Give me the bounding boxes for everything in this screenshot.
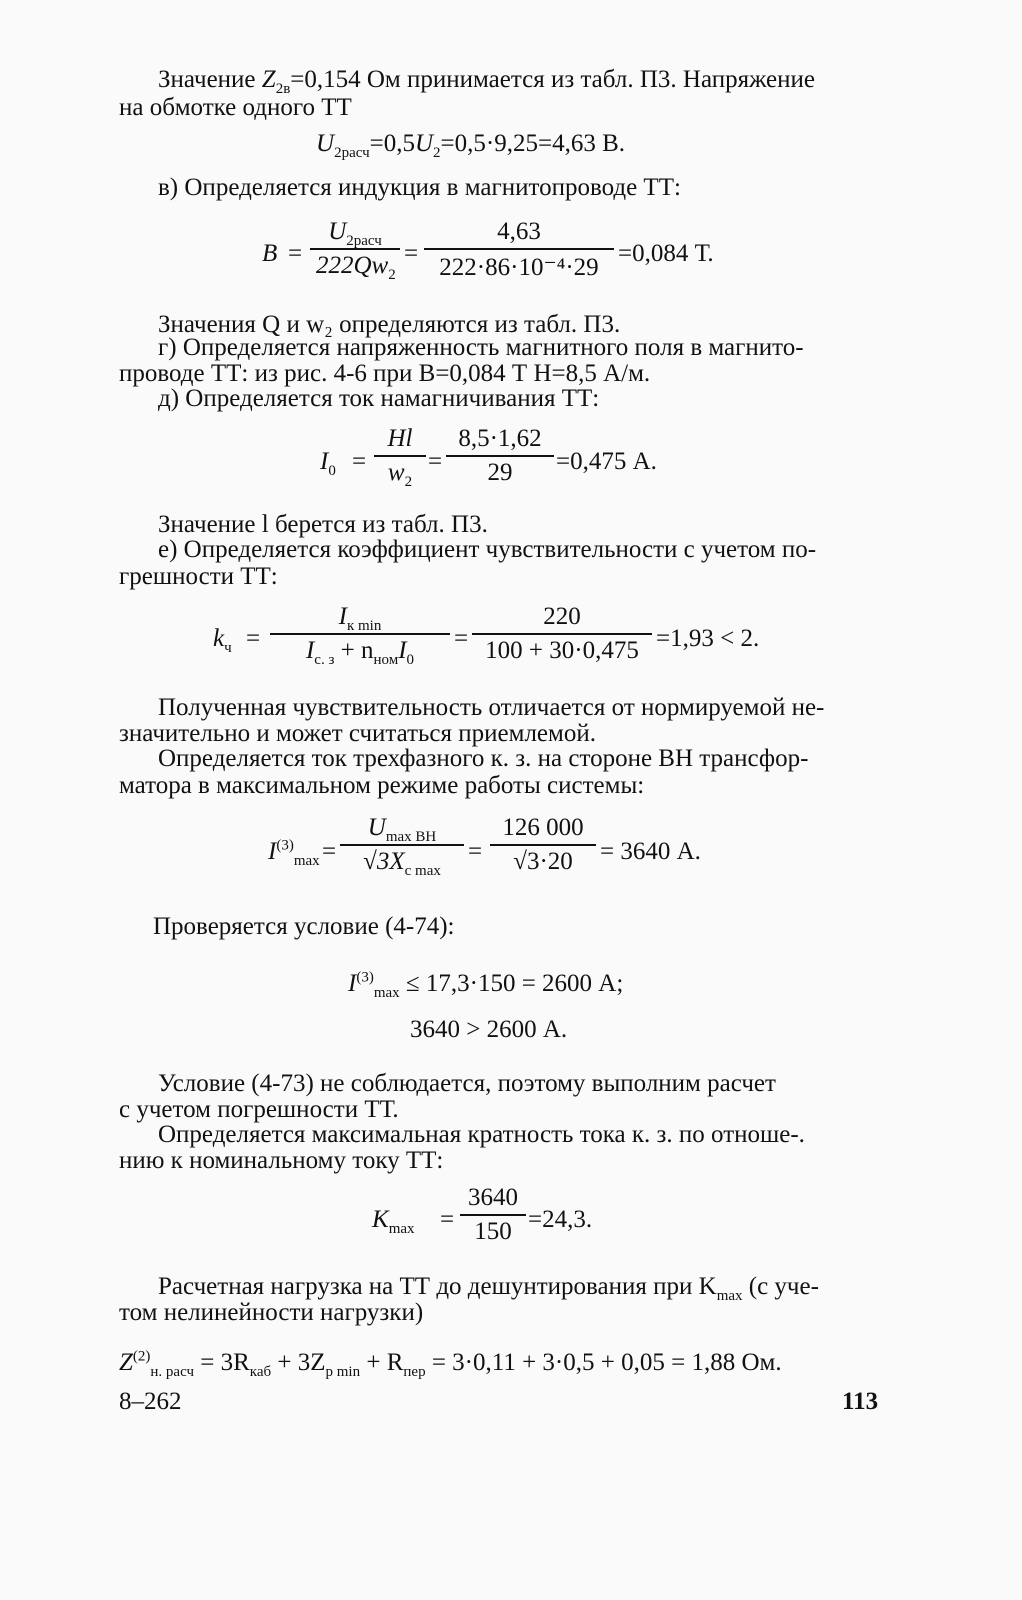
- step-g-line1: г) Определяется напряженность магнитного поля в магнито-: [158, 334, 804, 361]
- step-g-line2: проводе ТТ: из рис. 4-6 при B=0,084 Т H=8,5 А/м.: [119, 360, 651, 387]
- equation-comparison: 3640 > 2600 А.: [410, 1016, 568, 1043]
- intro-line-2: на обмотке одного ТТ: [119, 94, 352, 121]
- step-e-line1: е) Определяется коэффициент чувствительности с учетом по-: [158, 536, 817, 563]
- current-line2: матора в максимальном режиме работы системы:: [119, 772, 645, 799]
- current-line1: Определяется ток трехфазного к. з. на стороне ВН трансфор-: [158, 745, 809, 772]
- ratio-line1: Определяется максимальная кратность тока к. з. по отноше-.: [158, 1121, 805, 1148]
- step-d: д) Определяется ток намагничивания ТТ:: [158, 385, 600, 412]
- load-line2: том нелинейности нагрузки): [119, 1299, 424, 1326]
- equation-condition: $I^{(3)}_{max} \le 17,3\cdot 150 = 2600$ А;: [348, 969, 624, 1001]
- l-note: Значение l берется из табл. П3.: [158, 511, 488, 538]
- equation-load-impedance: $Z^{(2)}_{н. расч} = 3R_{каб} + 3Z_{p min} + R_{пер} = 3\cdot 0,11 + 3\cdot 0,5 + 0,05 = 1,88$ Ом.: [119, 1348, 782, 1380]
- page-number: 113: [842, 1388, 879, 1415]
- intro-line: Значение $Z_{2в}=0,154$ Ом принимается из табл. П3. Напряжение: [158, 66, 815, 97]
- condition-line2: с учетом погрешности ТТ.: [119, 1096, 399, 1123]
- condition-line1: Условие (4-73) не соблюдается, поэтому выполним расчет: [158, 1070, 776, 1097]
- signature-mark: 8–262: [119, 1388, 182, 1415]
- load-line1: Расчетная нагрузка на ТТ до дешунтирования при $K_{max}$ (с уче-: [158, 1273, 819, 1304]
- equation-u2rasch: $U_{2расч}=0,5U_2=0,5\cdot 9,25=4,63$ В.: [316, 130, 625, 161]
- step-v: в) Определяется индукция в магнитопроводе ТТ:: [158, 174, 681, 201]
- qw-note: Значения Q и w₂ определяются из табл. П3.: [158, 311, 621, 338]
- sensitivity-line1: Полученная чувствительность отличается от нормируемой не-: [158, 694, 825, 721]
- check-condition: Проверяется условие (4-74):: [153, 913, 455, 940]
- ratio-line2: нию к номинальному току ТТ:: [119, 1147, 444, 1174]
- step-e-line2: грешности ТТ:: [119, 563, 278, 590]
- sensitivity-line2: значительно и может считаться приемлемой.: [119, 720, 596, 747]
